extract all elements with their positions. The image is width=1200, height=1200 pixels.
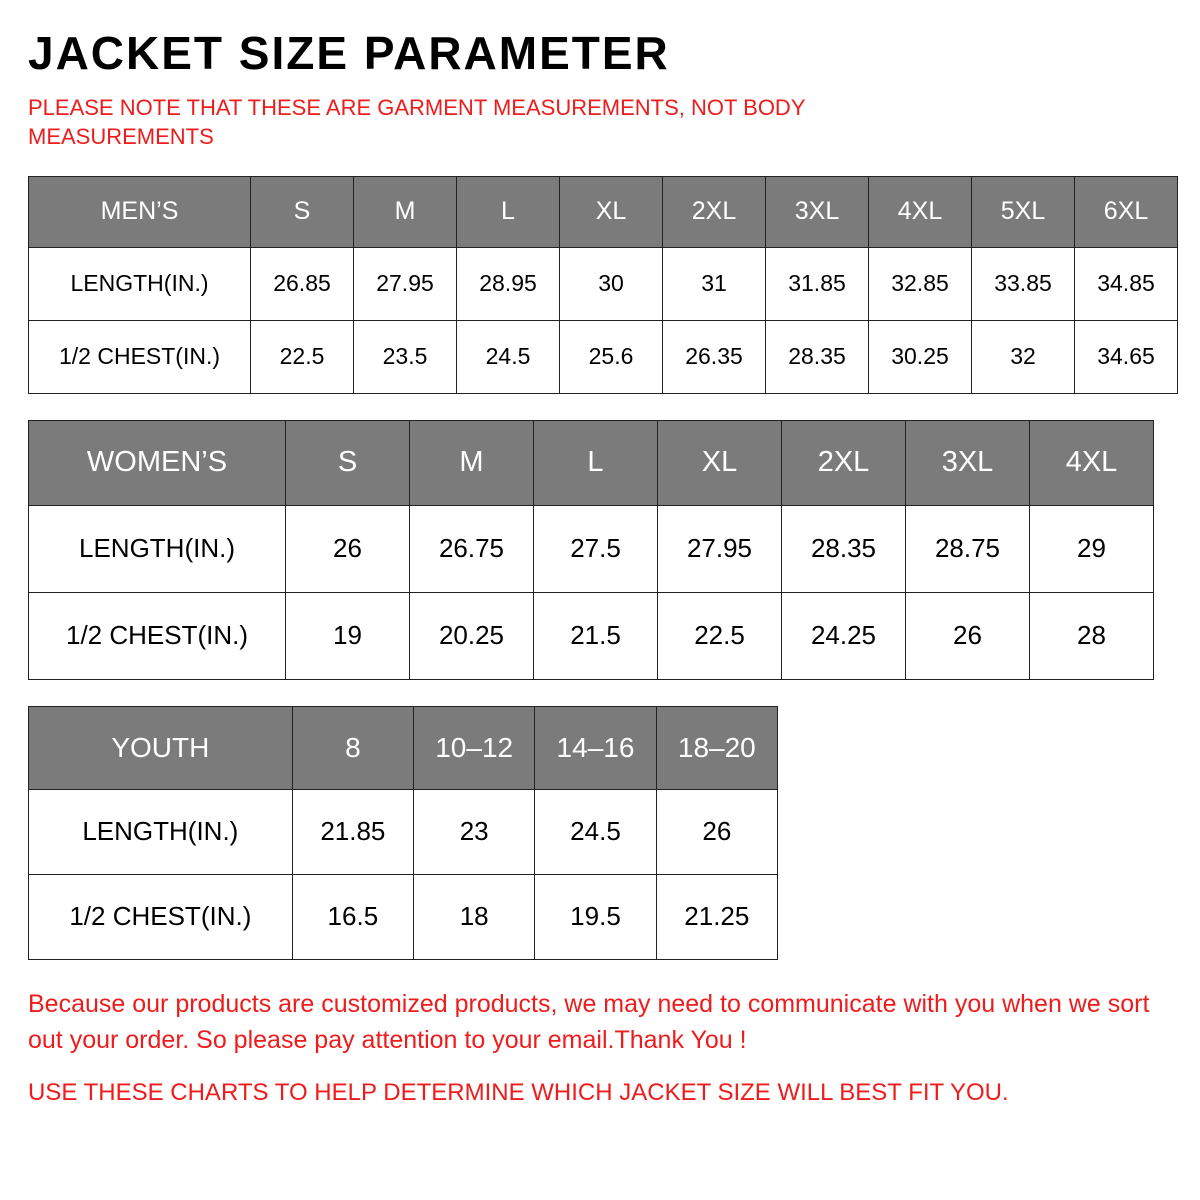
table-header-cell: XL — [560, 176, 663, 247]
row-label: 1/2 CHEST(IN.) — [29, 592, 286, 679]
table-cell: 19.5 — [535, 874, 656, 959]
table-cell: 26 — [906, 592, 1030, 679]
table-cell: 21.85 — [292, 789, 413, 874]
table-cell: 27.95 — [658, 505, 782, 592]
table-cell: 20.25 — [410, 592, 534, 679]
table-header-cell: S — [286, 420, 410, 505]
table-cell: 28.35 — [782, 505, 906, 592]
table-header-cell: 2XL — [663, 176, 766, 247]
table-cell: 24.5 — [535, 789, 656, 874]
table-cell: 30.25 — [869, 320, 972, 393]
footer-note-charts: USE THESE CHARTS TO HELP DETERMINE WHICH JACKET SIZE WILL BEST FIT YOU. — [28, 1079, 1009, 1107]
table-cell: 26.85 — [251, 247, 354, 320]
table-cell: 27.95 — [354, 247, 457, 320]
table-header-cell: YOUTH — [29, 706, 293, 789]
table-header-cell: M — [354, 176, 457, 247]
table-cell: 24.5 — [457, 320, 560, 393]
table-header-cell: L — [457, 176, 560, 247]
table-header-row — [29, 420, 1154, 505]
table-row — [29, 247, 1178, 320]
table-cell: 26 — [656, 789, 777, 874]
table-cell: 28.75 — [906, 505, 1030, 592]
table-row — [29, 789, 778, 874]
womens-size-table — [28, 420, 1154, 680]
table-cell: 32.85 — [869, 247, 972, 320]
mens-size-table — [28, 176, 1178, 394]
table-header-cell: 4XL — [869, 176, 972, 247]
table-cell: 31 — [663, 247, 766, 320]
table-header-cell: 18–20 — [656, 706, 777, 789]
row-label: 1/2 CHEST(IN.) — [29, 320, 251, 393]
table-header-cell: 3XL — [766, 176, 869, 247]
table-cell: 27.5 — [534, 505, 658, 592]
table-row — [29, 320, 1178, 393]
table-header-cell: 3XL — [906, 420, 1030, 505]
table-header-cell: 2XL — [782, 420, 906, 505]
table-cell: 23.5 — [354, 320, 457, 393]
table-cell: 34.85 — [1075, 247, 1178, 320]
table-cell: 28 — [1030, 592, 1154, 679]
table-header-cell: 8 — [292, 706, 413, 789]
table-cell: 34.65 — [1075, 320, 1178, 393]
footer-note-customized: Because our products are customized products, we may need to communicate with you when we sort out your order. So please pay attention to your email.Thank You ! — [28, 989, 1150, 1055]
table-cell: 29 — [1030, 505, 1154, 592]
table-cell: 31.85 — [766, 247, 869, 320]
table-row — [29, 874, 778, 959]
table-cell: 26.35 — [663, 320, 766, 393]
table-header-cell: L — [534, 420, 658, 505]
table-header-cell: S — [251, 176, 354, 247]
table-cell: 18 — [414, 874, 535, 959]
table-row — [29, 592, 1154, 679]
table-header-cell: 5XL — [972, 176, 1075, 247]
table-cell: 21.25 — [656, 874, 777, 959]
table-cell: 21.5 — [534, 592, 658, 679]
table-header-cell: WOMEN’S — [29, 420, 286, 505]
table-header-cell: 6XL — [1075, 176, 1178, 247]
table-header-row — [29, 176, 1178, 247]
table-cell: 33.85 — [972, 247, 1075, 320]
table-cell: 16.5 — [292, 874, 413, 959]
row-label: LENGTH(IN.) — [29, 247, 251, 320]
table-cell: 24.25 — [782, 592, 906, 679]
page-title: JACKET SIZE PARAMETER — [28, 27, 670, 79]
table-cell: 23 — [414, 789, 535, 874]
table-cell: 30 — [560, 247, 663, 320]
table-cell: 28.35 — [766, 320, 869, 393]
table-header-cell: 14–16 — [535, 706, 656, 789]
table-header-cell: MEN’S — [29, 176, 251, 247]
footer-notes — [28, 986, 1153, 1111]
table-cell: 32 — [972, 320, 1075, 393]
table-header-cell: M — [410, 420, 534, 505]
table-cell: 22.5 — [251, 320, 354, 393]
row-label: 1/2 CHEST(IN.) — [29, 874, 293, 959]
youth-size-table — [28, 706, 778, 960]
table-cell: 25.6 — [560, 320, 663, 393]
table-header-cell: 4XL — [1030, 420, 1154, 505]
table-header-row — [29, 706, 778, 789]
table-header-cell: XL — [658, 420, 782, 505]
table-cell: 28.95 — [457, 247, 560, 320]
table-cell: 19 — [286, 592, 410, 679]
table-header-cell: 10–12 — [414, 706, 535, 789]
table-row — [29, 505, 1154, 592]
table-cell: 26.75 — [410, 505, 534, 592]
table-cell: 26 — [286, 505, 410, 592]
row-label: LENGTH(IN.) — [29, 505, 286, 592]
row-label: LENGTH(IN.) — [29, 789, 293, 874]
table-cell: 22.5 — [658, 592, 782, 679]
measurement-note: PLEASE NOTE THAT THESE ARE GARMENT MEASUREMENTS, NOT BODY MEASUREMENTS — [28, 94, 806, 150]
